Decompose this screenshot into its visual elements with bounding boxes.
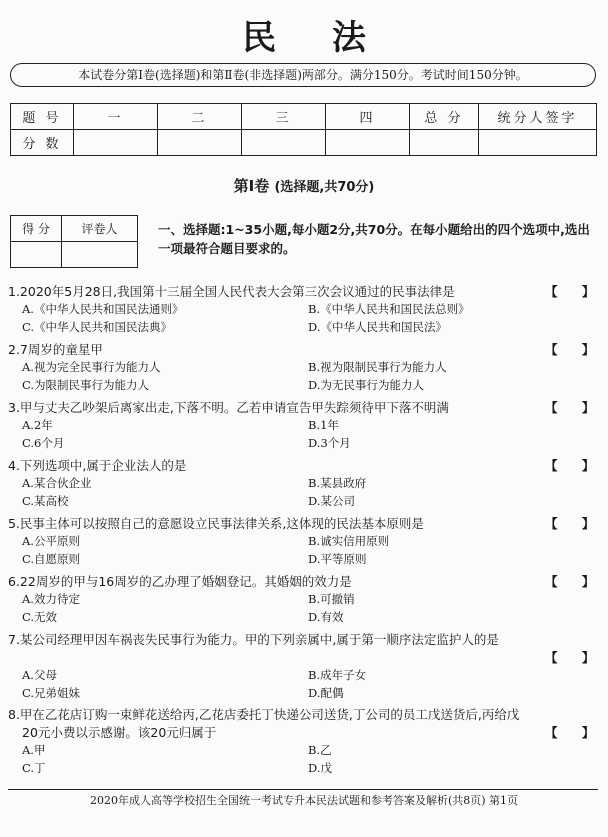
section-title bbox=[0, 175, 608, 196]
option-c[interactable]: C.兄弟姐妹 bbox=[22, 686, 81, 700]
answer-bracket[interactable]: 【 】 bbox=[545, 516, 605, 531]
option-c[interactable]: C.《中华人民共和国民法典》 bbox=[22, 320, 173, 334]
option-d[interactable]: D.3个月 bbox=[308, 436, 351, 450]
score-cell[interactable] bbox=[74, 130, 158, 156]
option-b[interactable]: B.诚实信用原则 bbox=[308, 534, 390, 548]
option-d[interactable]: D.有效 bbox=[308, 610, 344, 624]
section-title-main: 第Ⅰ卷 bbox=[233, 177, 270, 195]
question-stem: 2.7周岁的童星甲 bbox=[8, 342, 103, 357]
section-instructions: 一、选择题:1~35小题,每小题2分,共70分。在每小题给出的四个选项中,选出一项最符合题目要求的。 bbox=[158, 222, 590, 256]
option-b[interactable]: B.乙 bbox=[308, 743, 332, 757]
score-cell[interactable] bbox=[326, 130, 410, 156]
score-cell: 总 分 bbox=[410, 104, 479, 130]
question-stem: 7.某公司经理甲因车祸丧失民事行为能力。甲的下列亲属中,属于第一顺序法定监护人的是 bbox=[8, 632, 499, 647]
option-a[interactable]: A.2年 bbox=[22, 418, 53, 432]
score-cell[interactable] bbox=[158, 130, 242, 156]
option-a[interactable]: A.效力待定 bbox=[22, 592, 80, 606]
option-a[interactable]: A.视为完全民事行为能力人 bbox=[22, 360, 161, 374]
grader-table bbox=[10, 215, 138, 268]
question-stem-continued: 20元小费以示感谢。该20元归属于 bbox=[22, 725, 217, 740]
option-d[interactable]: D.为无民事行为能力人 bbox=[308, 378, 424, 392]
score-cell: 四 bbox=[326, 104, 410, 130]
answer-bracket[interactable]: 【 】 bbox=[545, 650, 605, 665]
option-c[interactable]: C.丁 bbox=[22, 761, 46, 775]
question-stem: 8.甲在乙花店订购一束鲜花送给丙,乙花店委托丁快递公司送货,丁公司的员工戊送货后,丙给戊 bbox=[8, 707, 520, 722]
score-cell[interactable] bbox=[410, 130, 479, 156]
option-d[interactable]: D.《中华人民共和国民法》 bbox=[308, 320, 447, 334]
option-d[interactable]: D.某公司 bbox=[308, 494, 355, 508]
score-table bbox=[10, 103, 597, 156]
option-b[interactable]: B.可撤销 bbox=[308, 592, 355, 606]
question-stem: 5.民事主体可以按照自己的意愿设立民事法律关系,这体现的民法基本原则是 bbox=[8, 516, 424, 531]
option-c[interactable]: C.为限制民事行为能力人 bbox=[22, 378, 150, 392]
score-cell: 三 bbox=[242, 104, 326, 130]
question-stem: 6.22周岁的甲与16周岁的乙办理了婚姻登记。其婚姻的效力是 bbox=[8, 574, 352, 589]
option-a[interactable]: A.某合伙企业 bbox=[22, 476, 92, 490]
grader-score-label: 得 分 bbox=[11, 216, 62, 242]
grader-name-label: 评卷人 bbox=[62, 216, 138, 242]
answer-bracket[interactable]: 【 】 bbox=[545, 342, 605, 357]
option-a[interactable]: A.父母 bbox=[22, 668, 57, 682]
score-table-value-row bbox=[11, 130, 597, 156]
score-cell: 统分人签字 bbox=[479, 104, 597, 130]
option-b[interactable]: B.成年子女 bbox=[308, 668, 367, 682]
option-c[interactable]: C.某高校 bbox=[22, 494, 69, 508]
option-d[interactable]: D.平等原则 bbox=[308, 552, 367, 566]
option-a[interactable]: A.甲 bbox=[22, 743, 46, 757]
answer-bracket[interactable]: 【 】 bbox=[545, 400, 605, 415]
section-title-sub: (选择题,共70分) bbox=[274, 180, 375, 195]
score-cell: 二 bbox=[158, 104, 242, 130]
option-c[interactable]: C.无效 bbox=[22, 610, 58, 624]
grader-score-cell[interactable] bbox=[11, 242, 62, 268]
option-d[interactable]: D.戊 bbox=[308, 761, 332, 775]
option-b[interactable]: B.《中华人民共和国民法总则》 bbox=[308, 302, 470, 316]
score-cell[interactable] bbox=[242, 130, 326, 156]
option-a[interactable]: A.《中华人民共和国民法通则》 bbox=[22, 302, 184, 316]
question-stem: 4.下列选项中,属于企业法人的是 bbox=[8, 458, 187, 473]
grader-name-cell[interactable] bbox=[62, 242, 138, 268]
option-b[interactable]: B.视为限制民事行为能力人 bbox=[308, 360, 447, 374]
score-cell: 一 bbox=[74, 104, 158, 130]
option-a[interactable]: A.公平原则 bbox=[22, 534, 80, 548]
option-c[interactable]: C.自愿原则 bbox=[22, 552, 81, 566]
answer-bracket[interactable]: 【 】 bbox=[545, 458, 605, 473]
option-c[interactable]: C.6个月 bbox=[22, 436, 65, 450]
page-footer: 2020年成人高等学校招生全国统一考试专升本民法试题和参考答案及解析(共8页) 第1页 bbox=[89, 794, 519, 807]
answer-bracket[interactable]: 【 】 bbox=[545, 725, 605, 740]
answer-bracket[interactable]: 【 】 bbox=[545, 574, 605, 589]
option-b[interactable]: B.某县政府 bbox=[308, 476, 367, 490]
answer-bracket[interactable]: 【 】 bbox=[545, 284, 605, 299]
page-title: 民 法 bbox=[242, 18, 388, 58]
score-table-header-row bbox=[11, 104, 597, 130]
question-stem: 1.2020年5月28日,我国第十三届全国人民代表大会第三次会议通过的民事法律是 bbox=[8, 284, 455, 299]
score-cell[interactable] bbox=[479, 130, 597, 156]
score-cell: 题 号 bbox=[11, 104, 74, 130]
question-stem: 3.甲与丈夫乙吵架后离家出走,下落不明。乙若申请宣告甲失踪须待甲下落不明满 bbox=[8, 400, 449, 415]
exam-notice: 本试卷分第Ⅰ卷(选择题)和第Ⅱ卷(非选择题)两部分。满分150分。考试时间150分钟。 bbox=[10, 63, 596, 87]
option-d[interactable]: D.配偶 bbox=[308, 686, 344, 700]
option-b[interactable]: B.1年 bbox=[308, 418, 339, 432]
score-cell: 分 数 bbox=[11, 130, 74, 156]
footer-divider bbox=[8, 789, 598, 790]
